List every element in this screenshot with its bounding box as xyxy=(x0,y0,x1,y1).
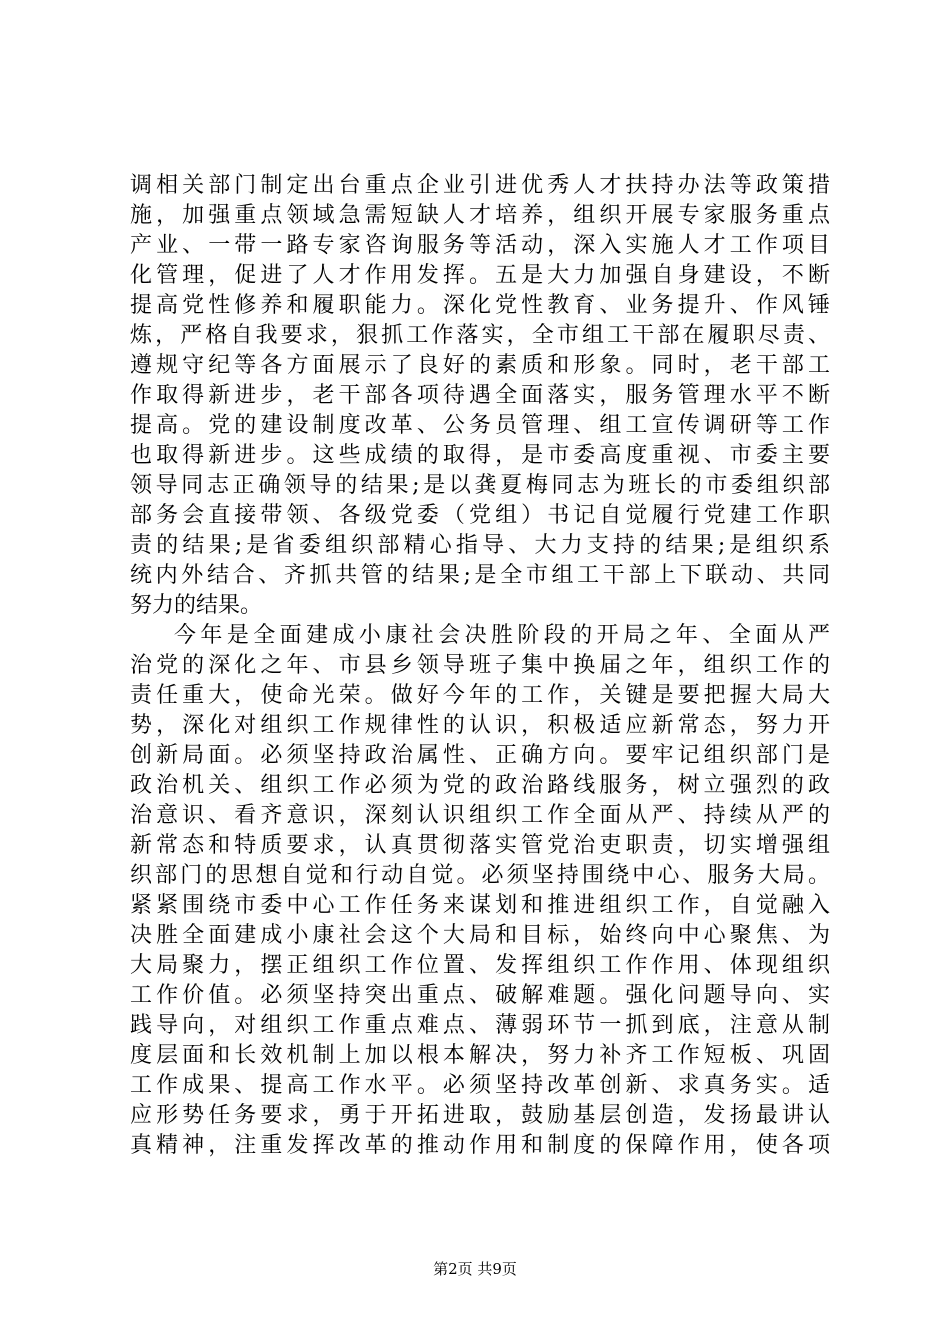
text-line: 紧紧围绕市委中心工作任务来谋划和推进组织工作，自觉融入 xyxy=(130,893,830,918)
text-line: 应形势任务要求，勇于开拓进取，鼓励基层创造，发扬最讲认 xyxy=(130,1103,830,1128)
text-line: 施，加强重点领域急需短缺人才培养，组织开展专家服务重点 xyxy=(130,203,830,228)
text-line: 工作价值。必须坚持突出重点、破解难题。强化问题导向、实 xyxy=(130,983,830,1008)
text-line: 也取得新进步。这些成绩的取得，是市委高度重视、市委主要 xyxy=(130,443,830,468)
text-line: 统内外结合、齐抓共管的结果;是全市组工干部上下联动、共同 xyxy=(130,563,830,588)
text-line: 政治机关、组织工作必须为党的政治路线服务，树立强烈的政 xyxy=(130,773,830,798)
text-line: 度层面和长效机制上加以根本解决，努力补齐工作短板、巩固 xyxy=(130,1043,830,1068)
paragraph xyxy=(130,171,830,621)
text-line: 责任重大，使命光荣。做好今年的工作，关键是要把握大局大 xyxy=(130,683,830,708)
paragraph xyxy=(130,621,830,1161)
page-footer: 第2页 共9页 xyxy=(433,1260,517,1278)
text-line: 大局聚力，摆正组织工作位置、发挥组织工作作用、体现组织 xyxy=(130,953,830,978)
text-line: 势，深化对组织工作规律性的认识，积极适应新常态，努力开 xyxy=(130,713,830,738)
document-body xyxy=(130,171,830,1161)
text-line: 提高。党的建设制度改革、公务员管理、组工宣传调研等工作 xyxy=(130,413,830,438)
text-line: 工作成果、提高工作水平。必须坚持改革创新、求真务实。适 xyxy=(130,1073,830,1098)
text-line: 新常态和特质要求，认真贯彻落实管党治吏职责，切实增强组 xyxy=(130,833,830,858)
text-line: 今年是全面建成小康社会决胜阶段的开局之年、全面从严 xyxy=(174,623,830,648)
text-line: 提高党性修养和履职能力。深化党性教育、业务提升、作风锤 xyxy=(130,293,830,318)
text-line: 治意识、看齐意识，深刻认识组织工作全面从严、持续从严的 xyxy=(130,803,830,828)
text-line: 努力的结果。 xyxy=(130,593,263,618)
text-line: 产业、一带一路专家咨询服务等活动，深入实施人才工作项目 xyxy=(130,233,830,258)
text-line: 织部门的思想自觉和行动自觉。必须坚持围绕中心、服务大局。 xyxy=(130,863,830,888)
text-line: 作取得新进步，老干部各项待遇全面落实，服务管理水平不断 xyxy=(130,383,830,408)
text-line: 真精神，注重发挥改革的推动作用和制度的保障作用，使各项 xyxy=(130,1133,830,1158)
text-line: 责的结果;是省委组织部精心指导、大力支持的结果;是组织系 xyxy=(130,533,830,558)
text-line: 治党的深化之年、市县乡领导班子集中换届之年，组织工作的 xyxy=(130,653,830,678)
text-line: 化管理，促进了人才作用发挥。五是大力加强自身建设，不断 xyxy=(130,263,830,288)
text-line: 调相关部门制定出台重点企业引进优秀人才扶持办法等政策措 xyxy=(130,173,830,198)
text-line: 炼，严格自我要求，狠抓工作落实，全市组工干部在履职尽责、 xyxy=(130,323,830,348)
text-line: 践导向，对组织工作重点难点、薄弱环节一抓到底，注意从制 xyxy=(130,1013,830,1038)
text-line: 领导同志正确领导的结果;是以龚夏梅同志为班长的市委组织部 xyxy=(130,473,830,498)
text-line: 创新局面。必须坚持政治属性、正确方向。要牢记组织部门是 xyxy=(130,743,830,768)
text-line: 遵规守纪等各方面展示了良好的素质和形象。同时，老干部工 xyxy=(130,353,830,378)
text-line: 部务会直接带领、各级党委（党组）书记自觉履行党建工作职 xyxy=(130,503,830,528)
text-line: 决胜全面建成小康社会这个大局和目标，始终向中心聚焦、为 xyxy=(130,923,830,948)
